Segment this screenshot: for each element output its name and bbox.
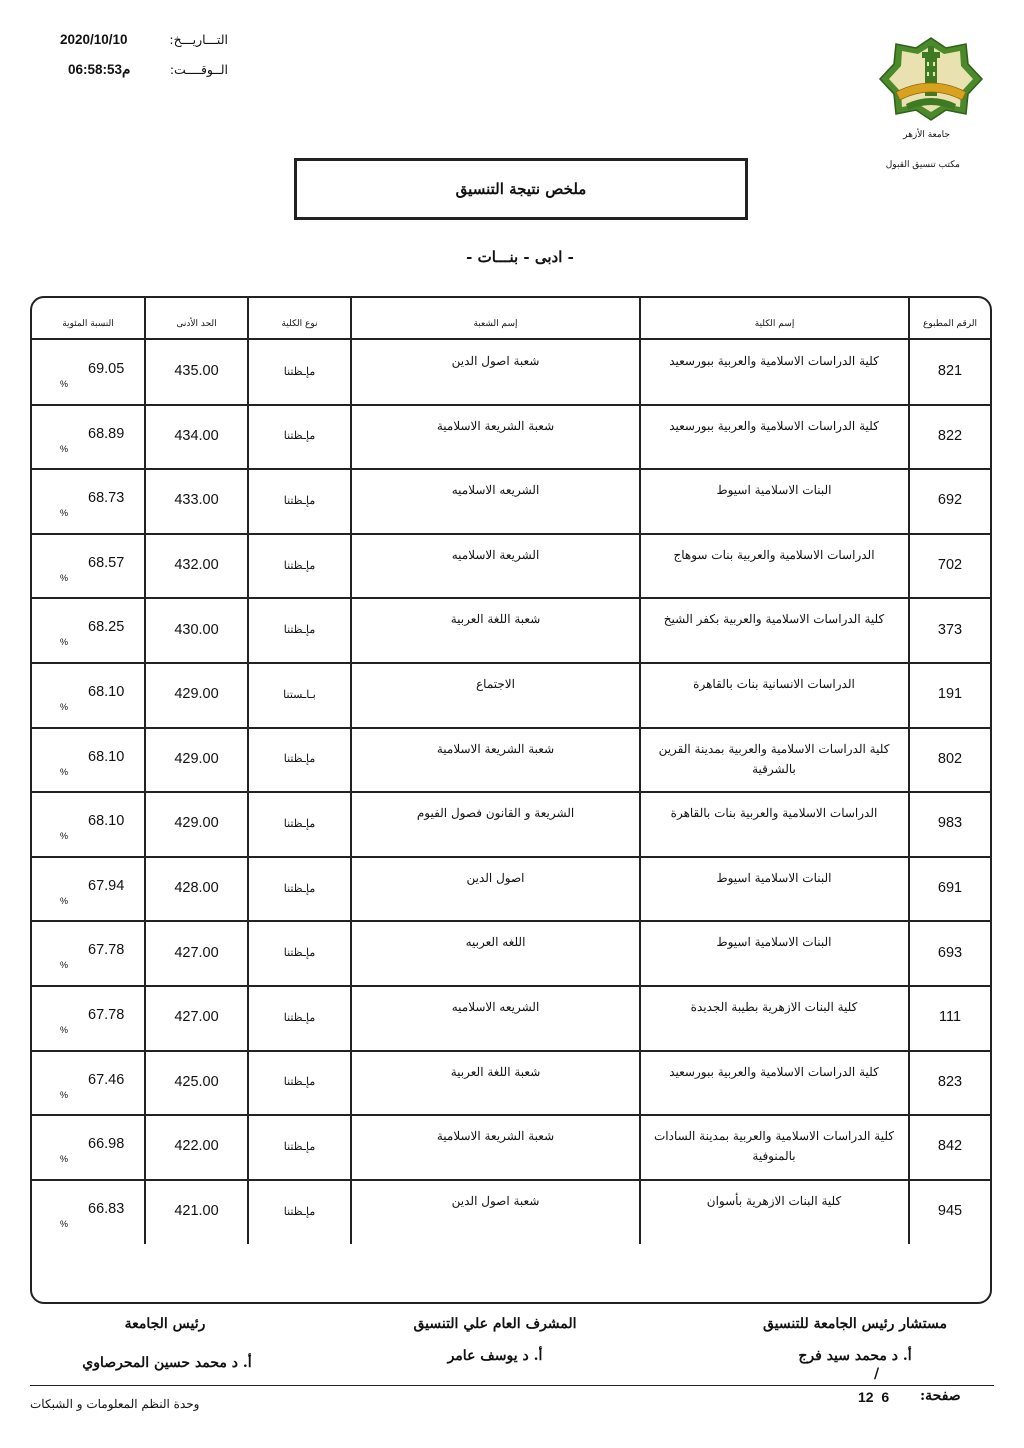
cell-min: 427.00 bbox=[174, 1009, 219, 1026]
percent-value: 66.98 bbox=[88, 1136, 125, 1153]
percent-value: 67.78 bbox=[88, 1007, 125, 1023]
date-label: التـــاريـــخ: bbox=[169, 32, 228, 47]
university-name: جامعة الأزهر bbox=[903, 130, 950, 140]
signature-title-university-president: رئيس الجامعة bbox=[124, 1316, 206, 1332]
cell-faculty: الدراسات الانسانية بنات بالقاهرة bbox=[693, 677, 855, 691]
cell-code: 945 bbox=[937, 1203, 963, 1220]
percent-value: 68.89 bbox=[88, 425, 125, 442]
percent-value: 68.10 bbox=[88, 813, 125, 830]
cell-type: مإـظتنا bbox=[283, 946, 316, 960]
cell-min: 428.00 bbox=[174, 880, 219, 897]
cell-faculty: الدراسات الاسلامية والعربية بنات سوهاج bbox=[673, 547, 875, 562]
percent-sign: % bbox=[60, 1025, 69, 1035]
cell-percent bbox=[32, 856, 144, 921]
page-number bbox=[858, 1389, 889, 1405]
percent-sign: % bbox=[60, 637, 69, 648]
cell-faculty: كلية البنات الازهرية بأسوان bbox=[706, 1193, 842, 1208]
cell-code: 191 bbox=[937, 686, 963, 703]
cell-faculty: البنات الاسلامية اسيوط bbox=[716, 483, 832, 498]
col-header-min: الحد الأدنى bbox=[176, 319, 217, 329]
page-label: صفحة: bbox=[920, 1388, 961, 1404]
cell-type: بـاـستنا bbox=[283, 687, 316, 701]
percent-value: 67.46 bbox=[88, 1071, 125, 1088]
percent-sign: % bbox=[60, 831, 69, 842]
signature-title-general-supervisor: المشرف العام علي التنسيق bbox=[413, 1316, 577, 1332]
page-current: 6 bbox=[881, 1389, 890, 1405]
cell-faculty: كلية البنات الازهرية بطيبة الجديدة bbox=[690, 1000, 858, 1014]
cell-percent bbox=[32, 597, 144, 662]
cell-code: 822 bbox=[937, 427, 963, 444]
cell-branch: شعبة اصول الدين bbox=[451, 1193, 540, 1208]
cell-code: 983 bbox=[937, 815, 963, 832]
percent-value: 67.94 bbox=[88, 877, 125, 894]
cell-type: مإـظتنا bbox=[283, 429, 316, 443]
cell-branch: الاجتماع bbox=[476, 677, 515, 691]
cell-code: 373 bbox=[937, 621, 963, 638]
cell-percent bbox=[32, 920, 144, 985]
cell-min: 425.00 bbox=[174, 1073, 219, 1090]
cell-type: مإـظتنا bbox=[283, 623, 316, 637]
cell-code: 821 bbox=[937, 363, 963, 380]
signature-slash: / bbox=[874, 1366, 880, 1382]
cell-percent bbox=[32, 339, 144, 404]
percent-sign: % bbox=[60, 960, 69, 971]
signature-name-general-supervisor: أ. د يوسف عامر bbox=[447, 1348, 543, 1364]
percent-value: 68.10 bbox=[88, 748, 125, 765]
cell-faculty: كلية الدراسات الاسلامية والعربية ببورسعيد bbox=[669, 354, 879, 368]
cell-faculty: كلية الدراسات الاسلامية والعربية بمدينة القرين بالشرقية bbox=[658, 741, 890, 776]
cell-percent bbox=[32, 1050, 144, 1115]
cell-percent bbox=[32, 791, 144, 856]
cell-percent bbox=[32, 404, 144, 469]
cell-branch: شعبة اللغة العربية bbox=[450, 612, 541, 627]
cell-code: 802 bbox=[937, 750, 963, 767]
cell-percent bbox=[32, 727, 144, 792]
page-subtitle: - ادبى - بنـــات - bbox=[466, 248, 574, 266]
cell-branch: الشريعه الاسلاميه bbox=[451, 1000, 540, 1014]
cell-branch: شعبة اصول الدين bbox=[451, 354, 540, 368]
cell-faculty: كلية الدراسات الاسلامية والعربية بكفر الشيخ bbox=[663, 612, 885, 627]
cell-type: مإـظتنا bbox=[283, 816, 316, 830]
percent-sign: % bbox=[60, 766, 69, 777]
cell-code: 111 bbox=[938, 1009, 962, 1026]
unit-name: وحدة النظم المعلومات و الشبكات bbox=[30, 1397, 200, 1411]
cell-code: 691 bbox=[937, 880, 963, 897]
cell-type: مإـظتنا bbox=[283, 1139, 316, 1153]
cell-percent bbox=[32, 1114, 144, 1179]
cell-faculty: البنات الاسلامية اسيوط bbox=[716, 935, 832, 950]
cell-min: 427.00 bbox=[174, 944, 219, 961]
cell-min: 433.00 bbox=[174, 492, 219, 509]
cell-branch: شعبة الشريعة الاسلامية bbox=[436, 418, 555, 433]
percent-sign: % bbox=[60, 572, 69, 583]
signature-name-coordination-advisor: أ. د محمد سيد فرج bbox=[798, 1348, 912, 1364]
percent-value: 67.78 bbox=[88, 942, 125, 959]
cell-faculty: البنات الاسلامية اسيوط bbox=[716, 870, 832, 885]
cell-min: 421.00 bbox=[174, 1203, 219, 1220]
cell-min: 430.00 bbox=[174, 621, 219, 638]
cell-code: 842 bbox=[937, 1138, 963, 1155]
time-value: 06:58:53م bbox=[68, 62, 131, 77]
page-total: 12 bbox=[858, 1389, 874, 1405]
col-header-percent: النسبة المئوية bbox=[62, 319, 114, 329]
percent-sign: % bbox=[60, 895, 69, 906]
cell-branch: شعبة الشريعة الاسلامية bbox=[436, 741, 555, 756]
percent-sign: % bbox=[60, 1218, 69, 1229]
cell-type: مإـظتنا bbox=[283, 558, 316, 572]
cell-branch: اللغه العربيه bbox=[465, 935, 526, 950]
percent-value: 66.83 bbox=[88, 1200, 125, 1217]
cell-type: مإـظتنا bbox=[283, 1204, 316, 1218]
cell-percent bbox=[32, 1179, 144, 1244]
date-row bbox=[56, 32, 236, 52]
percent-value: 68.10 bbox=[88, 684, 125, 700]
signature-name-university-president: أ. د محمد حسين المحرصاوي bbox=[82, 1355, 252, 1371]
cell-percent bbox=[32, 533, 144, 598]
percent-sign: % bbox=[60, 702, 69, 712]
footer-divider bbox=[30, 1385, 994, 1386]
percent-value: 68.73 bbox=[88, 490, 125, 507]
cell-type: مإـظتنا bbox=[283, 1075, 316, 1089]
percent-value: 68.57 bbox=[88, 554, 125, 571]
cell-faculty: الدراسات الاسلامية والعربية بنات بالقاهرة bbox=[670, 806, 878, 821]
cell-faculty: كلية الدراسات الاسلامية والعربية ببورسعيد bbox=[669, 1064, 879, 1079]
col-divider bbox=[639, 298, 641, 1244]
cell-type: مإـظتنا bbox=[283, 364, 316, 378]
cell-min: 429.00 bbox=[174, 815, 219, 832]
cell-faculty: كلية الدراسات الاسلامية والعربية بمدينة السادات بالمنوفية bbox=[654, 1129, 894, 1164]
col-header-faculty: إسم الكلية bbox=[754, 319, 795, 329]
col-divider bbox=[350, 298, 352, 1244]
cell-branch: اصول الدين bbox=[466, 870, 525, 885]
percent-sign: % bbox=[60, 508, 69, 519]
cell-type: مإـظتنا bbox=[283, 881, 316, 895]
time-row bbox=[56, 62, 236, 82]
percent-sign: % bbox=[60, 443, 69, 454]
cell-percent bbox=[32, 985, 144, 1050]
percent-sign: % bbox=[60, 1154, 69, 1165]
cell-faculty: كلية الدراسات الاسلامية والعربية ببورسعيد bbox=[669, 418, 879, 433]
date-value: 2020/10/10 bbox=[60, 32, 128, 47]
col-header-code: الرقم المطبوع bbox=[923, 319, 977, 329]
percent-value: 68.25 bbox=[88, 619, 125, 636]
signature-title-coordination-advisor: مستشار رئيس الجامعة للتنسيق bbox=[762, 1316, 948, 1332]
cell-code: 823 bbox=[937, 1073, 963, 1090]
cell-code: 702 bbox=[937, 557, 963, 574]
percent-sign: % bbox=[60, 379, 69, 389]
office-name: مكتب تنسيق القبول bbox=[885, 160, 960, 170]
cell-type: مإـظتنا bbox=[283, 493, 316, 507]
percent-value: 69.05 bbox=[88, 361, 125, 377]
cell-min: 435.00 bbox=[174, 363, 219, 380]
cell-branch: الشريعة و القانون فصول الفيوم bbox=[416, 806, 575, 821]
cell-code: 692 bbox=[937, 492, 963, 509]
cell-branch: شعبة اللغة العربية bbox=[450, 1064, 541, 1079]
cell-min: 432.00 bbox=[174, 557, 219, 574]
percent-sign: % bbox=[60, 1089, 69, 1100]
cell-percent bbox=[32, 662, 144, 727]
cell-type: مإـظتنا bbox=[283, 1010, 316, 1024]
cell-branch: شعبة الشريعة الاسلامية bbox=[436, 1129, 555, 1144]
cell-percent bbox=[32, 468, 144, 533]
col-header-branch: إسم الشعبة bbox=[473, 319, 518, 329]
al-azhar-logo bbox=[876, 34, 986, 124]
cell-min: 429.00 bbox=[174, 750, 219, 767]
page-title: ملخص نتيجة التنسيق bbox=[294, 158, 748, 220]
time-label: الــوقــــت: bbox=[169, 62, 228, 77]
cell-branch: الشريعه الاسلاميه bbox=[451, 483, 540, 498]
cell-type: مإـظتنا bbox=[283, 752, 316, 766]
cell-code: 693 bbox=[937, 944, 963, 961]
cell-min: 434.00 bbox=[174, 427, 219, 444]
col-header-type: نوع الكلية bbox=[281, 319, 318, 329]
cell-min: 422.00 bbox=[174, 1138, 219, 1155]
cell-min: 429.00 bbox=[174, 686, 219, 703]
cell-branch: الشريعة الاسلاميه bbox=[451, 547, 540, 562]
